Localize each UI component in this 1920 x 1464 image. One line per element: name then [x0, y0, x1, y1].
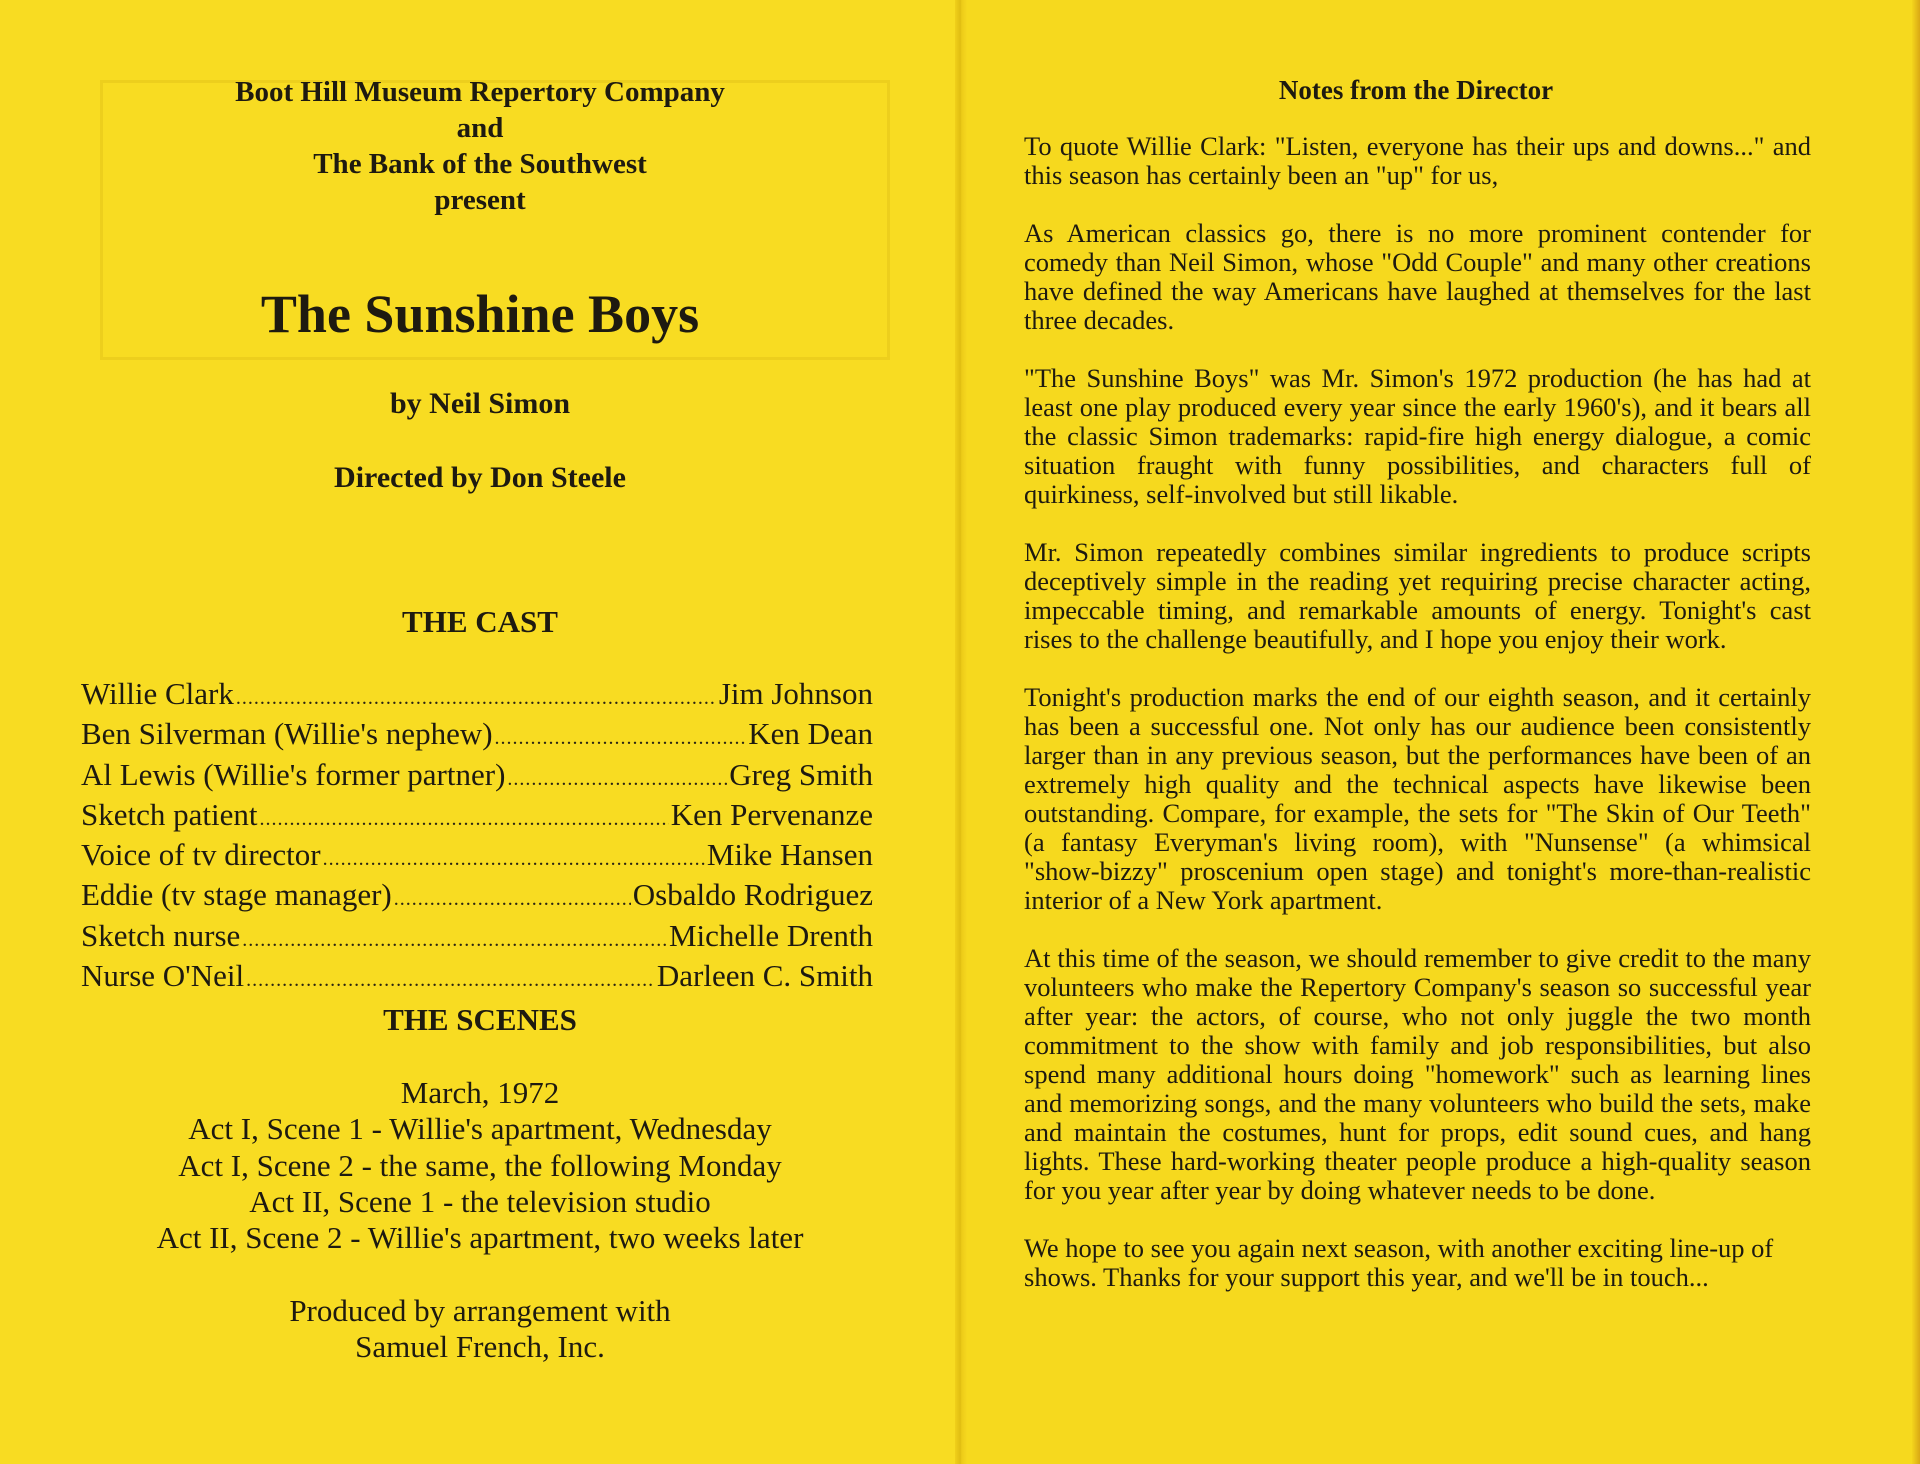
scenes-heading: THE SCENES: [383, 1002, 577, 1037]
cast-row: [81, 676, 873, 716]
production-credit-line: Produced by arrangement with: [289, 1293, 671, 1328]
leader-dots: [323, 841, 705, 877]
cast-actor: Osbaldo Rodriguez: [632, 877, 873, 913]
cast-role: Sketch nurse: [81, 917, 241, 953]
notes-paragraph: Mr. Simon repeatedly combines similar ingredients to produce scripts deceptively simple in the reading yet requiring precise character acting, impeccable timing, and remarkable amounts of energy. Tonight's cast rises to the challenge beautifully, and I hope you enjoy their work.: [1024, 537, 1811, 654]
page-fold: [955, 0, 967, 1464]
leader-dots: [507, 761, 727, 797]
cast-actor: Ken Dean: [748, 716, 873, 752]
production-credit: [80, 1293, 880, 1365]
cast-actor: Jim Johnson: [718, 676, 873, 711]
cast-actor: Mike Hansen: [706, 837, 873, 873]
cast-row: [81, 918, 873, 958]
cast-actor: Greg Smith: [729, 756, 873, 792]
sponsor-block: [80, 74, 880, 218]
leader-dots: [236, 680, 717, 716]
scene-item: Act I, Scene 1 - Willie's apartment, Wednesday: [188, 1111, 772, 1147]
notes-heading: Notes from the Director: [1278, 75, 1554, 105]
leader-dots: [242, 922, 667, 958]
cast-row: [81, 958, 873, 998]
cast-list: [81, 676, 873, 998]
cast-role: Eddie (tv stage manager): [81, 877, 392, 913]
scene-item: Act II, Scene 2 - Willie's apartment, two weeks later: [156, 1220, 804, 1256]
cast-role: Nurse O'Neil: [81, 958, 245, 994]
cast-row: [81, 757, 873, 797]
cast-actor: Michelle Drenth: [668, 917, 873, 953]
cast-actor: Ken Pervenanze: [670, 796, 873, 832]
notes-paragraph: As American classics go, there is no more prominent contender for comedy than Neil Simon, whose "Odd Couple" and many other creations have defined the way Americans have laughed at themselves for the last three decades.: [1024, 218, 1811, 335]
cast-row: [81, 837, 873, 877]
director-notes: [1024, 132, 1811, 1292]
cast-role: Willie Clark: [81, 676, 234, 711]
cast-row: [81, 716, 873, 756]
cast-role: Ben Silverman (Willie's nephew): [81, 716, 493, 752]
notes-paragraph: At this time of the season, we should remember to give credit to the many volunteers who make the Repertory Company's season so successful year after year: the actors, of course, who not only juggle the two month commitment to the show with family and job responsibilities, but also spend many additional hours doing "homework" such as learning lines and memorizing songs, and the many volunteers who build the sets, make and maintain the costumes, hunt for props, edit sound cues, and hang lights. These hard-working theater people produce a high-quality season for you year after year by doing whatever needs to be done.: [1024, 943, 1811, 1205]
sponsor-line: and: [456, 112, 504, 144]
cast-heading: THE CAST: [402, 604, 558, 639]
production-credit-line: Samuel French, Inc.: [355, 1329, 605, 1364]
cast-row: [81, 797, 873, 837]
cast-role: Sketch patient: [81, 796, 258, 832]
notes-paragraph: Tonight's production marks the end of our eighth season, and it certainly has been a successful one. Not only has our audience been consistently larger than in any previous season, but the performances have been of an extremely high quality and the technical aspects have likewise been outstanding. Compare, for example, the sets for "The Skin of Our Teeth" (a fantasy Everyman's living room), with "Nunsense" (a whimsical "show-bizzy" proscenium open stage) and tonight's more-than-realistic interior of a New York apartment.: [1024, 682, 1811, 915]
scene-date: March, 1972: [400, 1075, 560, 1110]
play-title: The Sunshine Boys: [260, 284, 700, 344]
leader-dots: [259, 801, 668, 837]
leader-dots: [246, 962, 655, 998]
sponsor-line: The Bank of the Southwest: [313, 148, 647, 180]
director-credit: Directed by Don Steele: [334, 461, 626, 494]
sponsor-line: Boot Hill Museum Repertory Company: [235, 76, 725, 108]
paper-edge: [1912, 0, 1920, 1464]
scene-item: Act II, Scene 1 - the television studio: [249, 1183, 711, 1219]
scenes-list: [80, 1075, 880, 1256]
notes-paragraph: We hope to see you again next season, with another exciting line-up of shows. Thanks for your support this year, and we'll be in touch...: [1024, 1233, 1774, 1292]
sponsor-line: present: [434, 184, 526, 216]
playwright-byline: by Neil Simon: [389, 387, 571, 420]
notes-paragraph: "The Sunshine Boys" was Mr. Simon's 1972 production (he has had at least one play produced every year since the early 1960's), and it bears all the classic Simon trademarks: rapid-fire high energy dialogue, a comic situation fraught with funny possibilities, and characters full of quirkiness, self-involved but still likable.: [1024, 363, 1811, 509]
scene-item: Act I, Scene 2 - the same, the following Monday: [178, 1147, 782, 1183]
notes-paragraph: To quote Willie Clark: "Listen, everyone has their ups and downs..." and this season has certainly been an "up" for us,: [1024, 131, 1811, 190]
cast-row: [81, 877, 873, 917]
cast-actor: Darleen C. Smith: [656, 958, 873, 994]
cast-role: Voice of tv director: [81, 837, 321, 873]
cast-role: Al Lewis (Willie's former partner): [81, 756, 506, 792]
leader-dots: [394, 881, 631, 917]
leader-dots: [495, 720, 747, 756]
